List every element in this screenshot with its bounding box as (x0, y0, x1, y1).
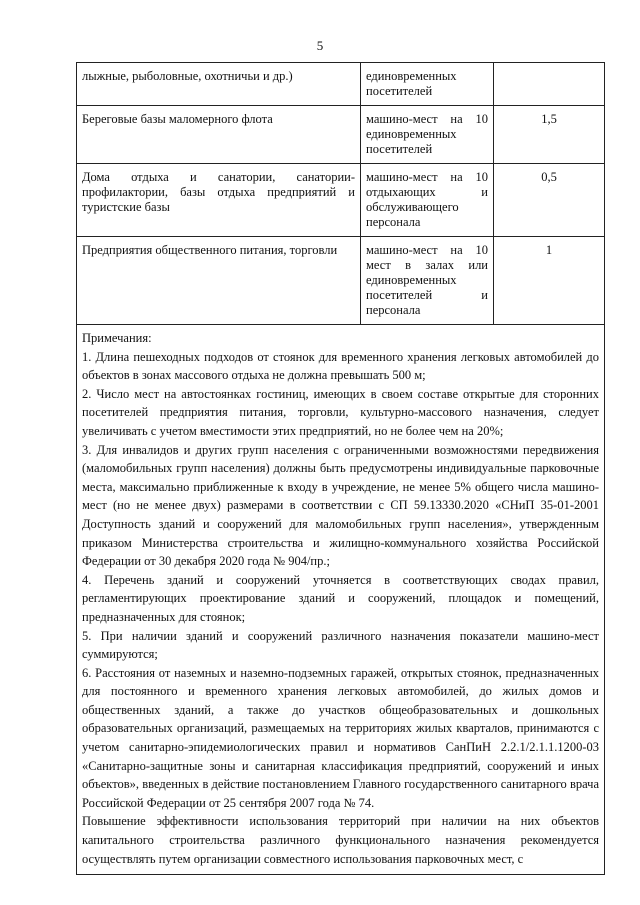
parking-norms-table (76, 62, 605, 875)
note-item: Повышение эффективности использования территорий при наличии на них объектов капитального строительства различного функционального назначения рекомендуется осуществлять путем организации совместного использования парковочных мест, с (82, 814, 599, 866)
note-item: 4. Перечень зданий и сооружений уточняется в соответствующих сводах правил, регламентирующих проектирование зданий и сооружений, площадок и помещений, предназначенных для стоянок; (82, 572, 599, 624)
unit-cell: единовременных посетителей (361, 63, 494, 106)
object-cell: Береговые базы маломерного флота (77, 106, 361, 164)
notes-cell (77, 325, 605, 875)
object-cell: Предприятия общественного питания, торговли (77, 237, 361, 325)
notes-title: Примечания: (82, 331, 152, 345)
norm-cell: 1,5 (494, 106, 605, 164)
norm-cell: 1 (494, 237, 605, 325)
table-row (77, 63, 605, 106)
norm-cell: 0,5 (494, 164, 605, 237)
object-cell: Дома отдыха и санатории, санатории-профилактории, базы отдыха предприятий и туристские базы (77, 164, 361, 237)
object-cell: лыжные, рыболовные, охотничьи и др.) (77, 63, 361, 106)
unit-cell: машино-мест на 10 мест в залах или единовременных посетителей и персонала (361, 237, 494, 325)
notes-row (77, 325, 605, 875)
note-item: 2. Число мест на автостоянках гостиниц, имеющих в своем составе открытые для сторонних посетителей предприятия питания, торговли, культурно-массового назначения, следует увеличивать с учетом вместимости этих предприятий, но не более чем на 20%; (82, 386, 599, 438)
table-row (77, 106, 605, 164)
note-item: 6. Расстояния от наземных и наземно-подземных гаражей, открытых стоянок, предназначенных для постоянного и временного хранения легковых автомобилей, до жилых домов и общественных зданий, а также до участков общеобразовательных и дошкольных образовательных организаций, размещаемых на территориях жилых кварталов, принимаются с учетом санитарно-эпидемиологических правил и нормативов СанПиН 2.2.1/2.1.1.1200-03 «Санитарно-защитные зоны и санитарная классификация предприятий, сооружений и иных объектов», введенных в действие постановлением Главного государственного санитарного врача Российской Федерации от 25 сентября 2007 года № 74. (82, 665, 599, 810)
note-item: 3. Для инвалидов и других групп населения с ограниченными возможностями передвижения (маломобильных групп населения) должны быть предусмотрены индивидуальные парковочные места, максимально приближенные к входу в учреждение, не менее 5% общего числа машино-мест (но не менее двух) размерами в соответствии с СП 59.13330.2020 «СНиП 35-01-2001 Доступность зданий и сооружений для маломобильных групп населения», утвержденным приказом Министерства строительства и жилищно-коммунального хозяйства Российской Федерации от 30 декабря 2020 года № 904/пр.; (82, 442, 599, 569)
unit-cell: машино-мест на 10 отдыхающих и обслуживающего персонала (361, 164, 494, 237)
table-row (77, 237, 605, 325)
note-item: 1. Длина пешеходных подходов от стоянок для временного хранения легковых автомобилей до объектов в зонах массового отдыха не должна превышать 500 м; (82, 349, 599, 383)
table-row (77, 164, 605, 237)
unit-cell: машино-мест на 10 единовременных посетителей (361, 106, 494, 164)
norm-cell (494, 63, 605, 106)
page-number: 5 (316, 38, 324, 53)
note-item: 5. При наличии зданий и сооружений различного назначения показатели машино-мест суммируются; (82, 628, 599, 662)
